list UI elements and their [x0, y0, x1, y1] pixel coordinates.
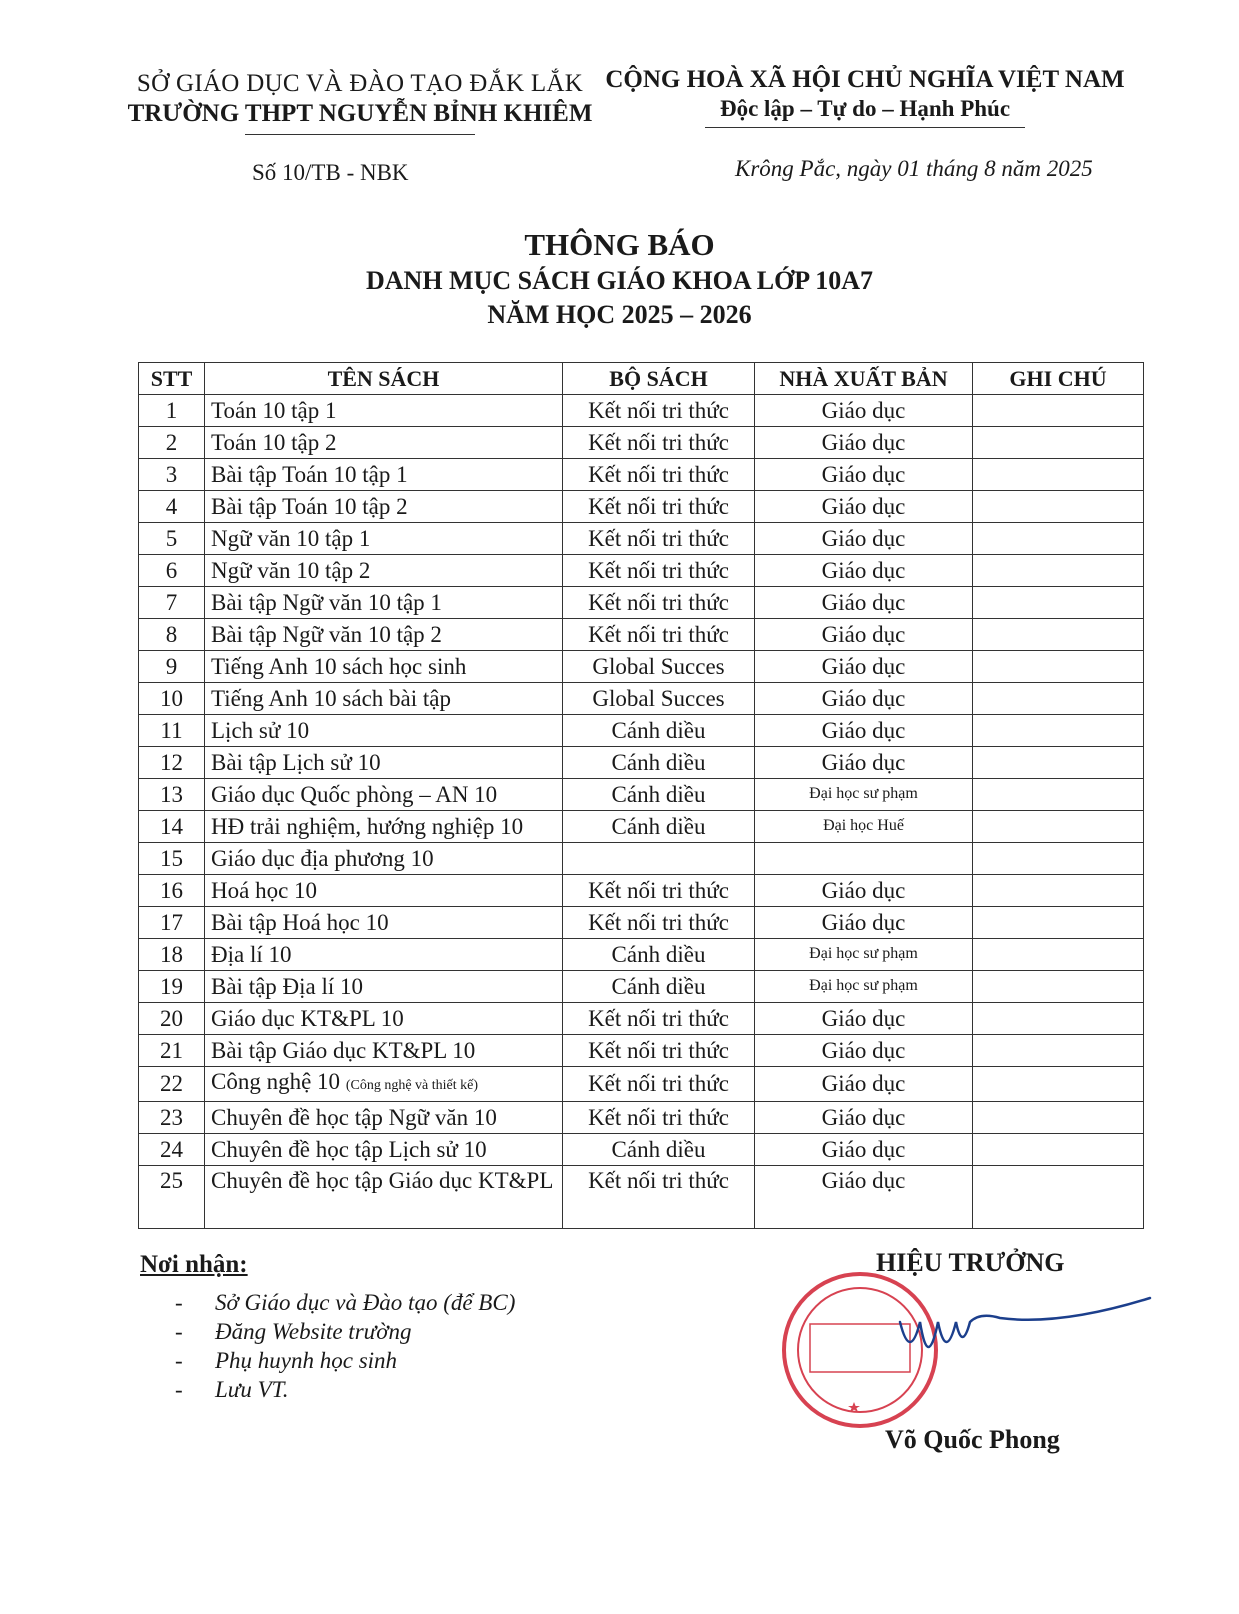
book-name-text: Bài tập Toán 10 tập 1: [211, 461, 408, 487]
publisher: Giáo dục: [755, 427, 973, 459]
book-name: [205, 1035, 563, 1067]
publisher: Giáo dục: [755, 491, 973, 523]
book-name: [205, 1166, 563, 1229]
document-subtitle: DANH MỤC SÁCH GIÁO KHOA LỚP 10A7: [365, 266, 874, 295]
publisher: Giáo dục: [755, 1102, 973, 1134]
book-name-text: Bài tập Hoá học 10: [211, 909, 389, 935]
table-row: [139, 1166, 1144, 1229]
book-set: Kết nối tri thức: [563, 459, 755, 491]
book-name-text: Tiếng Anh 10 sách học sinh: [211, 653, 467, 679]
book-name: [205, 555, 563, 587]
book-name-text: Hoá học 10: [211, 877, 318, 903]
table-row: [139, 715, 1144, 747]
book-set: Kết nối tri thức: [563, 875, 755, 907]
recipient-text: Sở Giáo dục và Đào tạo (để BC): [215, 1290, 516, 1315]
document-number: Số 10/TB - NBK: [252, 160, 409, 185]
book-name: [205, 619, 563, 651]
book-name-text: Toán 10 tập 2: [211, 429, 337, 455]
table-row: [139, 843, 1144, 875]
publisher: Giáo dục: [755, 1067, 973, 1102]
table-row: [139, 811, 1144, 843]
signature-ink: [900, 1298, 1150, 1347]
book-name: [205, 779, 563, 811]
note: [973, 427, 1144, 459]
table-row: [139, 651, 1144, 683]
book-set: [563, 843, 755, 875]
book-name: [205, 587, 563, 619]
header-book-set: BỘ SÁCH: [563, 363, 755, 395]
table-row: [139, 427, 1144, 459]
table-row: [139, 491, 1144, 523]
book-name: [205, 1067, 563, 1102]
recipient-text: Lưu VT.: [215, 1377, 289, 1402]
book-name: [205, 491, 563, 523]
publisher: Giáo dục: [755, 555, 973, 587]
book-set: Cánh diều: [563, 1134, 755, 1166]
table-row: [139, 1003, 1144, 1035]
book-name: [205, 651, 563, 683]
publisher: Giáo dục: [755, 715, 973, 747]
note: [973, 1067, 1144, 1102]
table-row: [139, 747, 1144, 779]
book-name-text: Giáo dục KT&PL 10: [211, 1005, 404, 1031]
row-number: 4: [139, 491, 205, 523]
publisher: Giáo dục: [755, 459, 973, 491]
row-number: 25: [139, 1166, 205, 1229]
book-name-text: Tiếng Anh 10 sách bài tập: [211, 685, 451, 711]
book-name-text: Bài tập Ngữ văn 10 tập 1: [211, 589, 442, 615]
book-name-text: HĐ trải nghiệm, hướng nghiệp 10: [211, 813, 524, 839]
table-row: [139, 619, 1144, 651]
book-set: Cánh diều: [563, 715, 755, 747]
note: [973, 1102, 1144, 1134]
publisher: Đại học sư phạm: [755, 971, 973, 1003]
motto-underline: [705, 127, 1025, 128]
book-set: Cánh diều: [563, 747, 755, 779]
row-number: 22: [139, 1067, 205, 1102]
row-number: 17: [139, 907, 205, 939]
row-number: 5: [139, 523, 205, 555]
book-name: [205, 843, 563, 875]
row-number: 15: [139, 843, 205, 875]
book-set: Kết nối tri thức: [563, 1102, 755, 1134]
book-name-text: Công nghệ 10: [211, 1069, 341, 1094]
header-book-name: TÊN SÁCH: [205, 363, 563, 395]
book-name: [205, 459, 563, 491]
book-name: [205, 427, 563, 459]
note: [973, 811, 1144, 843]
note: [973, 971, 1144, 1003]
header-publisher: NHÀ XUẤT BẢN: [755, 363, 973, 395]
table-row: [139, 1035, 1144, 1067]
book-name-text: Giáo dục Quốc phòng – AN 10: [211, 781, 498, 807]
publisher: Giáo dục: [755, 1035, 973, 1067]
book-name: [205, 747, 563, 779]
table-header-row: [139, 363, 1144, 395]
book-name-text: Giáo dục địa phương 10: [211, 845, 434, 871]
note: [973, 683, 1144, 715]
book-set: Global Succes: [563, 683, 755, 715]
recipients-list: [175, 1288, 515, 1404]
book-name: [205, 395, 563, 427]
row-number: 11: [139, 715, 205, 747]
book-set: Kết nối tri thức: [563, 523, 755, 555]
book-set: Kết nối tri thức: [563, 395, 755, 427]
book-set: Cánh diều: [563, 811, 755, 843]
note: [973, 939, 1144, 971]
table-row: [139, 779, 1144, 811]
table-row: [139, 939, 1144, 971]
book-set: Kết nối tri thức: [563, 587, 755, 619]
book-name: [205, 907, 563, 939]
book-name-text: Bài tập Giáo dục KT&PL 10: [211, 1037, 476, 1063]
book-name-text: Bài tập Lịch sử 10: [211, 749, 381, 775]
list-item: - Lưu VT.: [175, 1377, 289, 1402]
document-title: THÔNG BÁO: [524, 227, 715, 262]
signatory-role: HIỆU TRƯỞNG: [876, 1248, 1065, 1277]
table-row: [139, 971, 1144, 1003]
row-number: 9: [139, 651, 205, 683]
row-number: 16: [139, 875, 205, 907]
recipient-text: Đăng Website trường: [215, 1319, 412, 1344]
book-set: Kết nối tri thức: [563, 1166, 755, 1229]
note: [973, 651, 1144, 683]
row-number: 24: [139, 1134, 205, 1166]
book-name-text: Chuyên đề học tập Lịch sử 10: [211, 1136, 487, 1162]
book-set: Kết nối tri thức: [563, 555, 755, 587]
list-item: - Sở Giáo dục và Đào tạo (để BC): [175, 1290, 516, 1315]
agency-name: SỞ GIÁO DỤC VÀ ĐÀO TẠO ĐẮK LẮK: [136, 70, 584, 97]
national-heading: [600, 66, 1130, 128]
publisher: Giáo dục: [755, 747, 973, 779]
national-motto: Độc lập – Tự do – Hạnh Phúc: [719, 96, 1011, 121]
book-set: Global Succes: [563, 651, 755, 683]
book-name-text: Bài tập Ngữ văn 10 tập 2: [211, 621, 442, 647]
note: [973, 779, 1144, 811]
note: [973, 619, 1144, 651]
note: [973, 523, 1144, 555]
red-seal: [784, 1274, 936, 1426]
publisher: Giáo dục: [755, 907, 973, 939]
book-name-text: Bài tập Toán 10 tập 2: [211, 493, 408, 519]
table-row: [139, 587, 1144, 619]
book-name: [205, 1134, 563, 1166]
row-number: 18: [139, 939, 205, 971]
book-name-text: Ngữ văn 10 tập 1: [211, 525, 371, 551]
row-number: 21: [139, 1035, 205, 1067]
row-number: 13: [139, 779, 205, 811]
note: [973, 715, 1144, 747]
book-set: Kết nối tri thức: [563, 619, 755, 651]
recipient-text: Phụ huynh học sinh: [215, 1348, 398, 1373]
document-date: Krông Pắc, ngày 01 tháng 8 năm 2025: [735, 156, 1093, 181]
list-item: - Phụ huynh học sinh: [175, 1348, 398, 1373]
official-stamp-and-signature: [780, 1262, 1160, 1442]
publisher: Giáo dục: [755, 395, 973, 427]
school-name: TRƯỜNG THPT NGUYỄN BỈNH KHIÊM: [127, 100, 593, 127]
book-set: Cánh diều: [563, 939, 755, 971]
issuer-underline: [245, 134, 475, 135]
publisher: Đại học sư phạm: [755, 939, 973, 971]
note: [973, 555, 1144, 587]
row-number: 6: [139, 555, 205, 587]
publisher: [755, 843, 973, 875]
book-name: [205, 1003, 563, 1035]
book-name-text: Chuyên đề học tập Giáo dục KT&PL: [211, 1168, 554, 1193]
publisher: Giáo dục: [755, 1003, 973, 1035]
table-row: [139, 1067, 1144, 1102]
book-name-text: Lịch sử 10: [211, 717, 310, 743]
note: [973, 459, 1144, 491]
book-set: Kết nối tri thức: [563, 427, 755, 459]
note: [973, 587, 1144, 619]
row-number: 20: [139, 1003, 205, 1035]
note: [973, 395, 1144, 427]
note: [973, 1134, 1144, 1166]
publisher: Đại học sư phạm: [755, 779, 973, 811]
publisher: Giáo dục: [755, 651, 973, 683]
row-number: 23: [139, 1102, 205, 1134]
book-name: [205, 971, 563, 1003]
book-name-text: Ngữ văn 10 tập 2: [211, 557, 371, 583]
publisher: Giáo dục: [755, 1134, 973, 1166]
book-name: [205, 939, 563, 971]
book-set: Kết nối tri thức: [563, 1035, 755, 1067]
row-number: 7: [139, 587, 205, 619]
list-item: - Đăng Website trường: [175, 1319, 412, 1344]
table-row: [139, 459, 1144, 491]
row-number: 19: [139, 971, 205, 1003]
school-year: NĂM HỌC 2025 – 2026: [487, 300, 752, 329]
publisher: Giáo dục: [755, 619, 973, 651]
publisher: Giáo dục: [755, 1166, 973, 1229]
note: [973, 1035, 1144, 1067]
book-name-text: Bài tập Địa lí 10: [211, 973, 364, 999]
book-name-text: Toán 10 tập 1: [211, 397, 337, 423]
row-number: 1: [139, 395, 205, 427]
note: [973, 843, 1144, 875]
note: [973, 491, 1144, 523]
book-set: Kết nối tri thức: [563, 491, 755, 523]
publisher: Giáo dục: [755, 875, 973, 907]
book-set: Cánh diều: [563, 779, 755, 811]
table-row: [139, 523, 1144, 555]
table-row: [139, 395, 1144, 427]
table-row: [139, 875, 1144, 907]
country-name: CỘNG HOÀ XÃ HỘI CHỦ NGHĨA VIỆT NAM: [605, 66, 1125, 93]
header-note: GHI CHÚ: [973, 363, 1144, 395]
book-name: [205, 811, 563, 843]
row-number: 12: [139, 747, 205, 779]
book-name: [205, 523, 563, 555]
table-row: [139, 555, 1144, 587]
textbook-table: [138, 362, 1144, 1229]
book-name: [205, 715, 563, 747]
book-name-note: (Công nghệ và thiết kế): [345, 1078, 478, 1093]
publisher: Giáo dục: [755, 683, 973, 715]
publisher: Giáo dục: [755, 523, 973, 555]
book-name-text: Chuyên đề học tập Ngữ văn 10: [211, 1104, 497, 1130]
book-set: Cánh diều: [563, 971, 755, 1003]
row-number: 14: [139, 811, 205, 843]
header-stt: STT: [139, 363, 205, 395]
row-number: 3: [139, 459, 205, 491]
publisher: Đại học Huế: [755, 811, 973, 843]
note: [973, 1166, 1144, 1229]
book-name: [205, 875, 563, 907]
note: [973, 907, 1144, 939]
signatory-name: Võ Quốc Phong: [885, 1425, 1060, 1454]
publisher: Giáo dục: [755, 587, 973, 619]
row-number: 2: [139, 427, 205, 459]
book-name-text: Địa lí 10: [211, 941, 292, 967]
note: [973, 875, 1144, 907]
table-row: [139, 683, 1144, 715]
book-set: Kết nối tri thức: [563, 907, 755, 939]
table-row: [139, 907, 1144, 939]
note: [973, 1003, 1144, 1035]
book-name: [205, 1102, 563, 1134]
row-number: 10: [139, 683, 205, 715]
note: [973, 747, 1144, 779]
row-number: 8: [139, 619, 205, 651]
table-row: [139, 1102, 1144, 1134]
book-set: Kết nối tri thức: [563, 1067, 755, 1102]
issuer-block: [110, 70, 610, 135]
book-name: [205, 683, 563, 715]
book-set: Kết nối tri thức: [563, 1003, 755, 1035]
table-row: [139, 1134, 1144, 1166]
recipients-title: Nơi nhận:: [140, 1251, 248, 1278]
